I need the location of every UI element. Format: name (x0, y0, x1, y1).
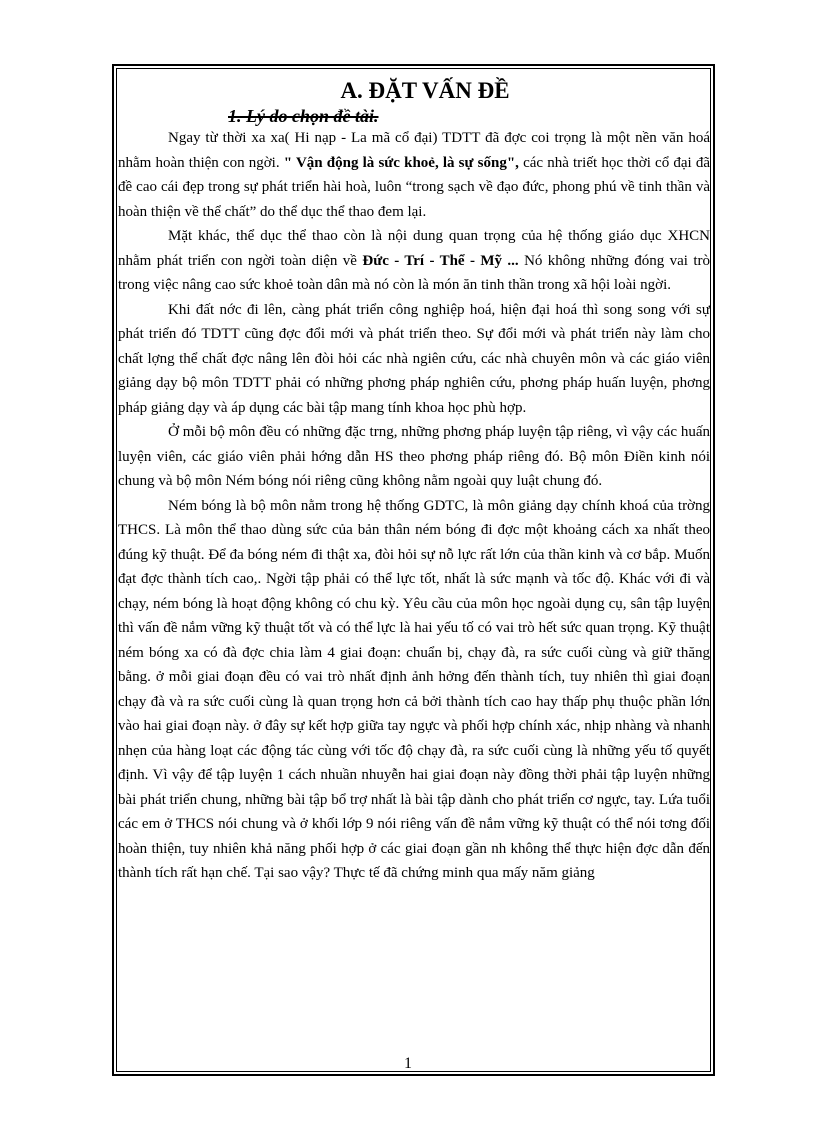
paragraph-2-bold-phrase: Đức - Trí - Thể - Mỹ ... (362, 252, 519, 269)
paragraph-5: Ném bóng là bộ môn nằm trong hệ thống GDTC, là môn giảng dạy chính khoá của trờng THCS. Là môn thể thao dùng sức của bản thân ném bóng đi đợc một khoảng cách xa nhất theo đúng kỹ thuật. Để đa bóng ném đi thật xa, đòi hỏi sự nỗ lực rất lớn của thần kinh và cơ bắp. Muốn đạt đợc thành tích cao,. Ngời tập phải có thể lực tốt, nhất là sức mạnh và tốc độ. Khác với đi và chạy, ném bóng là hoạt động không có chu kỳ. Yêu cầu của môn học ngoài dụng cụ, sân tập luyện thì vấn đề nắm vững kỹ thuật tốt và có thể lực là hai yếu tố có vai trò hết sức quan trọng. Kỹ thuật ném bóng xa có đà đợc chia làm 4 giai đoạn: chuẩn bị, chạy đà, ra sức cuối cùng và giữ thăng bằng. ở mỗi giai đoạn đều có vai trò nhất định ảnh hởng đến thành tích, tuy nhiên thì giai đoạn chạy đà và ra sức cuối cùng là quan trọng hơn cả bởi thành tích cao hay thấp phụ thuộc phần lớn vào hai giai đoạn này. ở đây sự kết hợp giữa tay ngực và phối hợp chính xác, nhịp nhàng và nhanh nhẹn của hàng loạt các động tác cùng với tốc độ chạy đà, ra sức cuối cùng là những yếu tố quyết định. Vì vậy để tập luyện 1 cách nhuần nhuyễn hai giai đoạn này đồng thời phải tập luyện những bài phát triển chung, những bài tập bổ trợ nhất là bài tập dành cho phát triển cơ ngực, tay. Lứa tuổi các em ở THCS nói chung và ở khối lớp 9 nói riêng vấn đề nắm vững kỹ thuật có thể nói tơng đối hoàn thiện, tuy nhiên khả năng phối hợp ở các giai đoạn gần nh không thể thực hiện đợc dẫn đến thành tích rất hạn chế. Tại sao vậy? Thực tế đã chứng minh qua mấy năm giảng (118, 497, 710, 881)
document-title: A. ĐẶT VẤN ĐỀ (340, 78, 510, 103)
page-number: 1 (404, 1055, 412, 1072)
section-heading: 1. Lý do chọn đề tài. (228, 106, 379, 126)
document-body (118, 76, 710, 886)
paragraph-2-text-start: Mặt khác, thể dục thể thao còn là nội dung quan trọng của hệ thống giáo dục XHCN nhằm phát triển con ngời toàn diện về (118, 228, 710, 269)
body-text (118, 126, 710, 886)
paragraph-1-bold-quote: " Vận động là sức khoẻ, là sự sống", (283, 154, 519, 171)
paragraph-2-text-end: Nó không những đóng vai trò trong việc nâng cao sức khoẻ toàn dân mà nó còn là món ăn tinh thần trong xã hội loài ngời. (118, 252, 710, 293)
paragraph-1 (118, 126, 710, 224)
paragraph-3: Khi đất nớc đi lên, càng phát triển công nghiệp hoá, hiện đại hoá thì song song với sự phát triển đó TDTT cũng đợc đổi mới và phát triển theo. Sự đổi mới và phát triển này làm cho chất lợng thể chất đợc nâng lên đòi hỏi các nhà ngiên cứu, các nhà chuyên môn và các giáo viên giảng dạy bộ môn TDTT phải có những phơng pháp nghiên cứu, phơng pháp huấn luyện, phơng pháp giảng dạy và áp dụng các bài tập mang tính khoa học phù hợp. (118, 301, 710, 416)
paragraph-1-text-start: Ngay từ thời xa xa( Hi nạp - La mã cổ đại) TDTT đã đợc coi trọng là một nền văn hoá nhằm hoàn thiện con ngời. (118, 130, 710, 171)
paragraph-4: Ở mỗi bộ môn đều có những đặc trng, những phơng pháp luyện tập riêng, vì vậy các huấn luyện viên, các giáo viên phải hớng dẫn HS theo phơng pháp riêng đó. Bộ môn Điền kinh nói chung và bộ môn Ném bóng nói riêng cũng không nằm ngoài quy luật chung đó. (118, 424, 710, 489)
paragraph-1-text-end: các nhà triết học thời cổ đại đã đề cao cái đẹp trong sự phát triển hài hoà, luôn “trong sạch về đạo đức, phong phú về tinh thần và hoàn thiện về thể chất” do thể dục thể thao đem lại. (118, 154, 710, 220)
paragraph-2 (118, 224, 710, 298)
